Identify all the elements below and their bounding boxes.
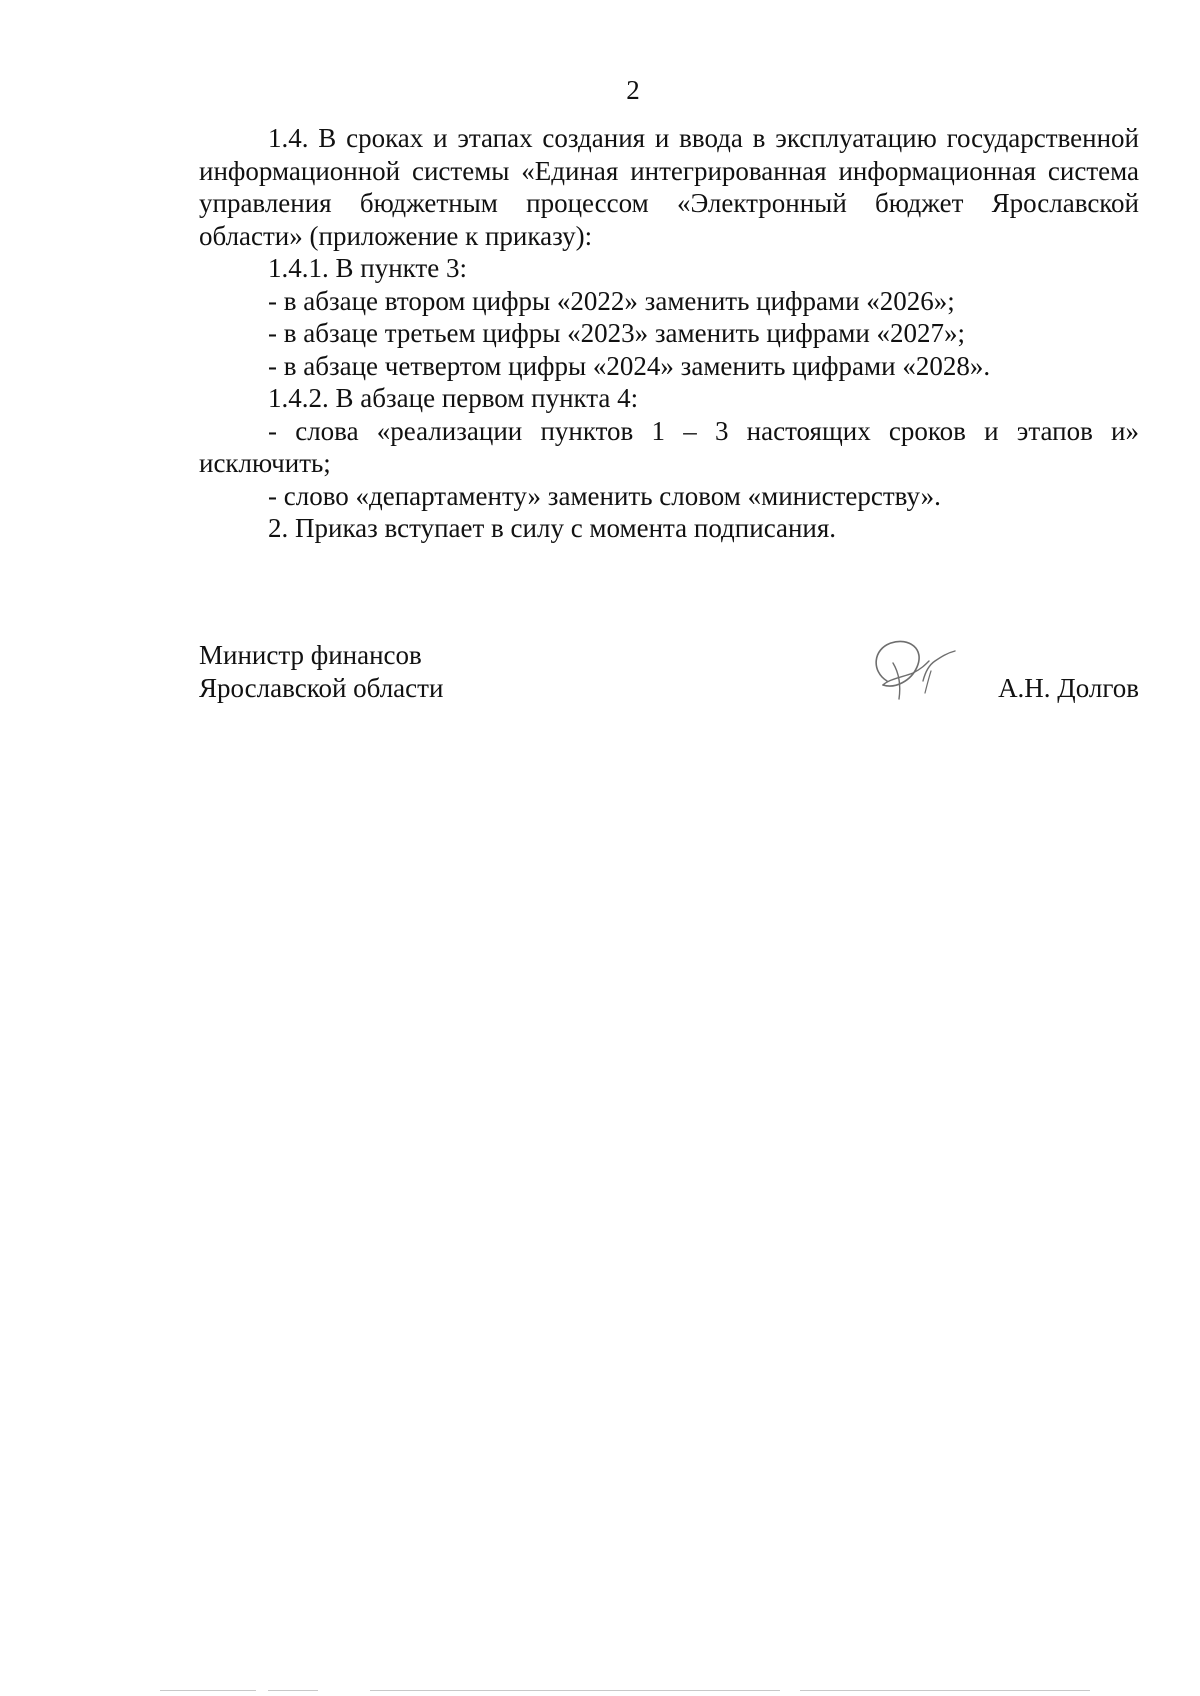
paragraph-exclude-words: - слова «реализации пунктов 1 – 3 настоящих сроков и этапов и» исключить; xyxy=(199,415,1139,478)
signatory-name: А.Н. Долгов xyxy=(998,673,1139,703)
scan-artifact-line xyxy=(268,1690,318,1691)
scan-artifact-line xyxy=(800,1690,1090,1691)
paragraph-1-4-1: 1.4.1. В пункте 3: xyxy=(268,253,467,283)
signatory-title xyxy=(199,639,443,705)
paragraph-amendment-2022: - в абзаце втором цифры «2022» заменить цифрами «2026»; xyxy=(268,285,955,316)
paragraph-amendment-2023: - в абзаце третьем цифры «2023» заменить цифрами «2027»; xyxy=(268,318,966,348)
paragraph-effective-date: 2. Приказ вступает в силу с момента подписания. xyxy=(268,513,837,543)
signatory-title-line-2: Ярославской области xyxy=(199,673,444,703)
scan-artifact-line xyxy=(370,1690,780,1691)
paragraph-1-4-2: 1.4.2. В абзаце первом пункта 4: xyxy=(268,383,639,413)
page-number: 2 xyxy=(626,75,640,105)
paragraph-1-4: 1.4. В сроках и этапах создания и ввода в эксплуатацию государственной информационной системы «Единая интегрированная информационная система управления бюджетным процессом «Электронный бюджет Ярославской области» (приложение к приказу): xyxy=(199,123,1139,251)
document-body xyxy=(199,122,1139,545)
paragraph-amendment-2024: - в абзаце четвертом цифры «2024» заменить цифрами «2028». xyxy=(268,350,991,381)
signature-block xyxy=(199,639,1139,719)
paragraph-replace-word: - слово «департаменту» заменить словом «министерству». xyxy=(268,480,941,511)
signatory-title-line-1: Министр финансов xyxy=(199,640,422,670)
handwritten-signature-icon xyxy=(859,633,969,711)
scan-artifact-line xyxy=(160,1690,256,1691)
